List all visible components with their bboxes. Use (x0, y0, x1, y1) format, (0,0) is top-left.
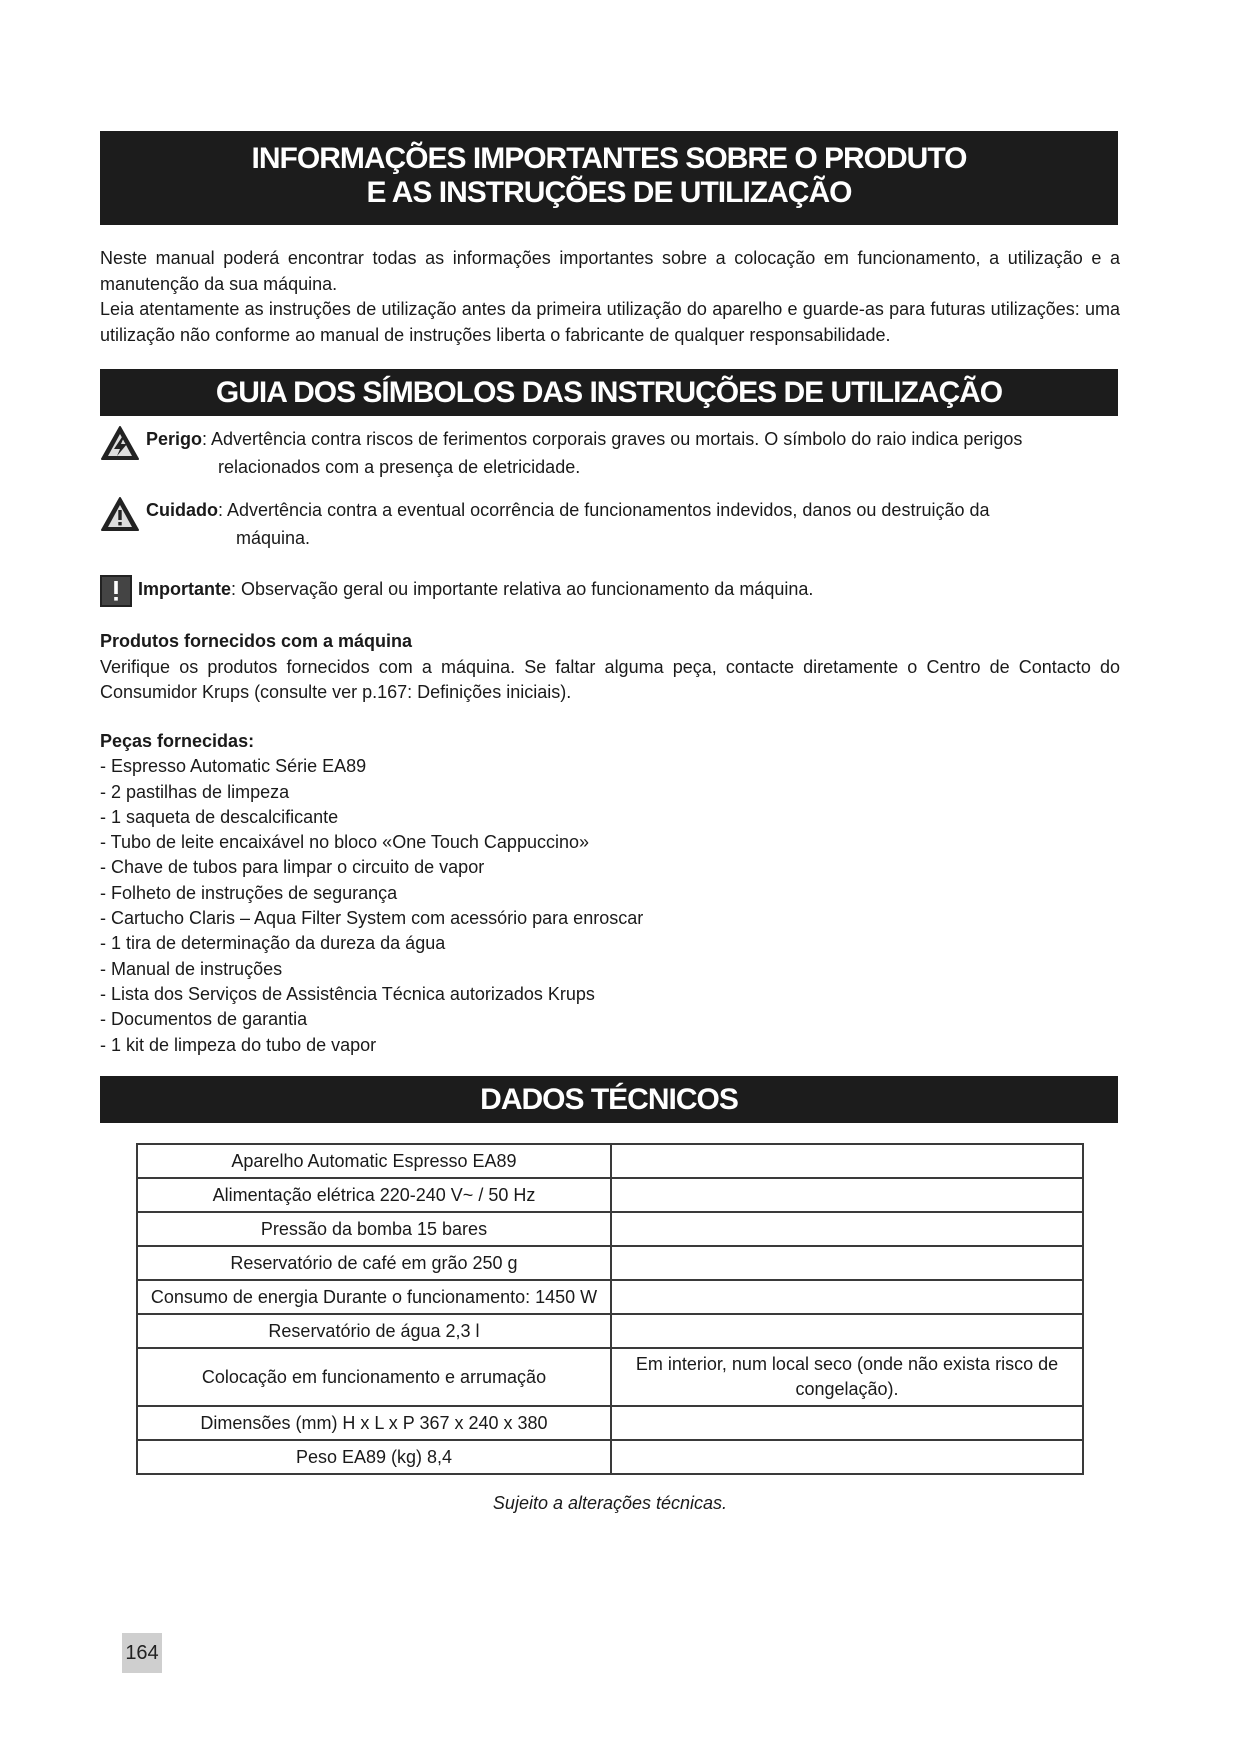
caution-text-line1: : Advertência contra a eventual ocorrência de funcionamentos indevidos, danos ou destruição da (218, 500, 990, 520)
exclamation-square-icon (100, 575, 132, 615)
list-item: - Folheto de instruções de segurança (100, 882, 398, 903)
spec-label: Dimensões (mm) H x L x P 367 x 240 x 380 (137, 1406, 611, 1440)
header-banner-line1: INFORMAÇÕES IMPORTANTES SOBRE O PRODUTO (251, 142, 967, 175)
intro-section (100, 246, 1120, 348)
list-item: - Cartucho Claris – Aqua Filter System com acessório para enroscar (100, 908, 644, 929)
spec-value (611, 1178, 1083, 1212)
danger-text-line2: relacionados com a presença de eletricidade. (218, 457, 581, 477)
supplied-text: Verifique os produtos fornecidos com a máquina. Se faltar alguma peça, contacte diretamente o Centro de Contacto do Consumidor Krups (consulte ver p.167: Definições iniciais). (100, 656, 1120, 702)
warning-triangle-icon (100, 496, 140, 540)
list-item: - Documentos de garantia (100, 1009, 308, 1030)
list-item: - 1 tira de determinação da dureza da água (100, 933, 446, 954)
page-number: 164 (122, 1633, 162, 1673)
list-item: - 2 pastilhas de limpeza (100, 781, 290, 802)
spec-label: Consumo de energia Durante o funcionamento: 1450 W (137, 1280, 611, 1314)
symbols-banner: GUIA DOS SÍMBOLOS DAS INSTRUÇÕES DE UTILIZAÇÃO (100, 369, 1118, 416)
list-item: - 1 kit de limpeza do tubo de vapor (100, 1034, 377, 1055)
electric-danger-triangle-icon (100, 425, 140, 469)
list-item: - Tubo de leite encaixável no bloco «One Touch Cappuccino» (100, 832, 589, 853)
spec-value (611, 1314, 1083, 1348)
supplied-heading: Produtos fornecidos com a máquina (100, 631, 413, 651)
spec-label: Pressão da bomba 15 bares (137, 1212, 611, 1246)
spec-label: Aparelho Automatic Espresso EA89 (137, 1144, 611, 1178)
danger-text-line1: : Advertência contra riscos de ferimentos corporais graves ou mortais. O símbolo do raio indica perigos (202, 429, 1023, 449)
list-item: - 1 saqueta de descalcificante (100, 806, 339, 827)
important-label: Importante (138, 579, 232, 599)
supplied-section (100, 629, 1120, 706)
spec-value (611, 1280, 1083, 1314)
table-row (137, 1406, 1083, 1440)
table-row (137, 1440, 1083, 1474)
intro-paragraph-2: Leia atentamente as instruções de utilização antes da primeira utilização do aparelho e guarde-as para futuras utilizações: uma utilização não conforme ao manual de instruções liberta o fabricante de qualquer responsabilidade. (100, 299, 1120, 345)
header-banner (100, 131, 1118, 225)
danger-label: Perigo (146, 429, 203, 449)
tech-specs-table (136, 1143, 1084, 1475)
tech-banner: DADOS TÉCNICOS (100, 1076, 1118, 1123)
parts-heading: Peças fornecidas: (100, 731, 255, 751)
table-row (137, 1212, 1083, 1246)
list-item: - Espresso Automatic Série EA89 (100, 756, 367, 777)
table-row (137, 1246, 1083, 1280)
spec-value (611, 1246, 1083, 1280)
list-item: - Manual de instruções (100, 958, 283, 979)
parts-section (100, 729, 643, 1058)
parts-list (100, 754, 643, 1058)
table-row (137, 1314, 1083, 1348)
important-text: : Observação geral ou importante relativa ao funcionamento da máquina. (231, 579, 814, 599)
list-item: - Lista dos Serviços de Assistência Técnica autorizados Krups (100, 983, 595, 1004)
tech-note: Sujeito a alterações técnicas. (492, 1493, 728, 1513)
spec-label: Colocação em funcionamento e arrumação (137, 1348, 611, 1406)
caution-label: Cuidado (146, 500, 218, 520)
list-item: - Chave de tubos para limpar o circuito de vapor (100, 857, 485, 878)
spec-value (611, 1406, 1083, 1440)
table-row (137, 1348, 1083, 1406)
table-row (137, 1178, 1083, 1212)
spec-label: Reservatório de água 2,3 l (137, 1314, 611, 1348)
spec-label: Alimentação elétrica 220-240 V~ / 50 Hz (137, 1178, 611, 1212)
caution-text-line2: máquina. (236, 528, 311, 548)
header-banner-line2: E AS INSTRUÇÕES DE UTILIZAÇÃO (366, 176, 852, 209)
spec-value (611, 1440, 1083, 1474)
spec-label: Peso EA89 (kg) 8,4 (137, 1440, 611, 1474)
spec-value: Em interior, num local seco (onde não exista risco de congelação). (611, 1348, 1083, 1406)
spec-value (611, 1144, 1083, 1178)
intro-paragraph-1: Neste manual poderá encontrar todas as informações importantes sobre a colocação em funcionamento, a utilização e a manutenção da sua máquina. (100, 248, 1120, 294)
table-row (137, 1144, 1083, 1178)
spec-label: Reservatório de café em grão 250 g (137, 1246, 611, 1280)
table-row (137, 1280, 1083, 1314)
spec-value (611, 1212, 1083, 1246)
